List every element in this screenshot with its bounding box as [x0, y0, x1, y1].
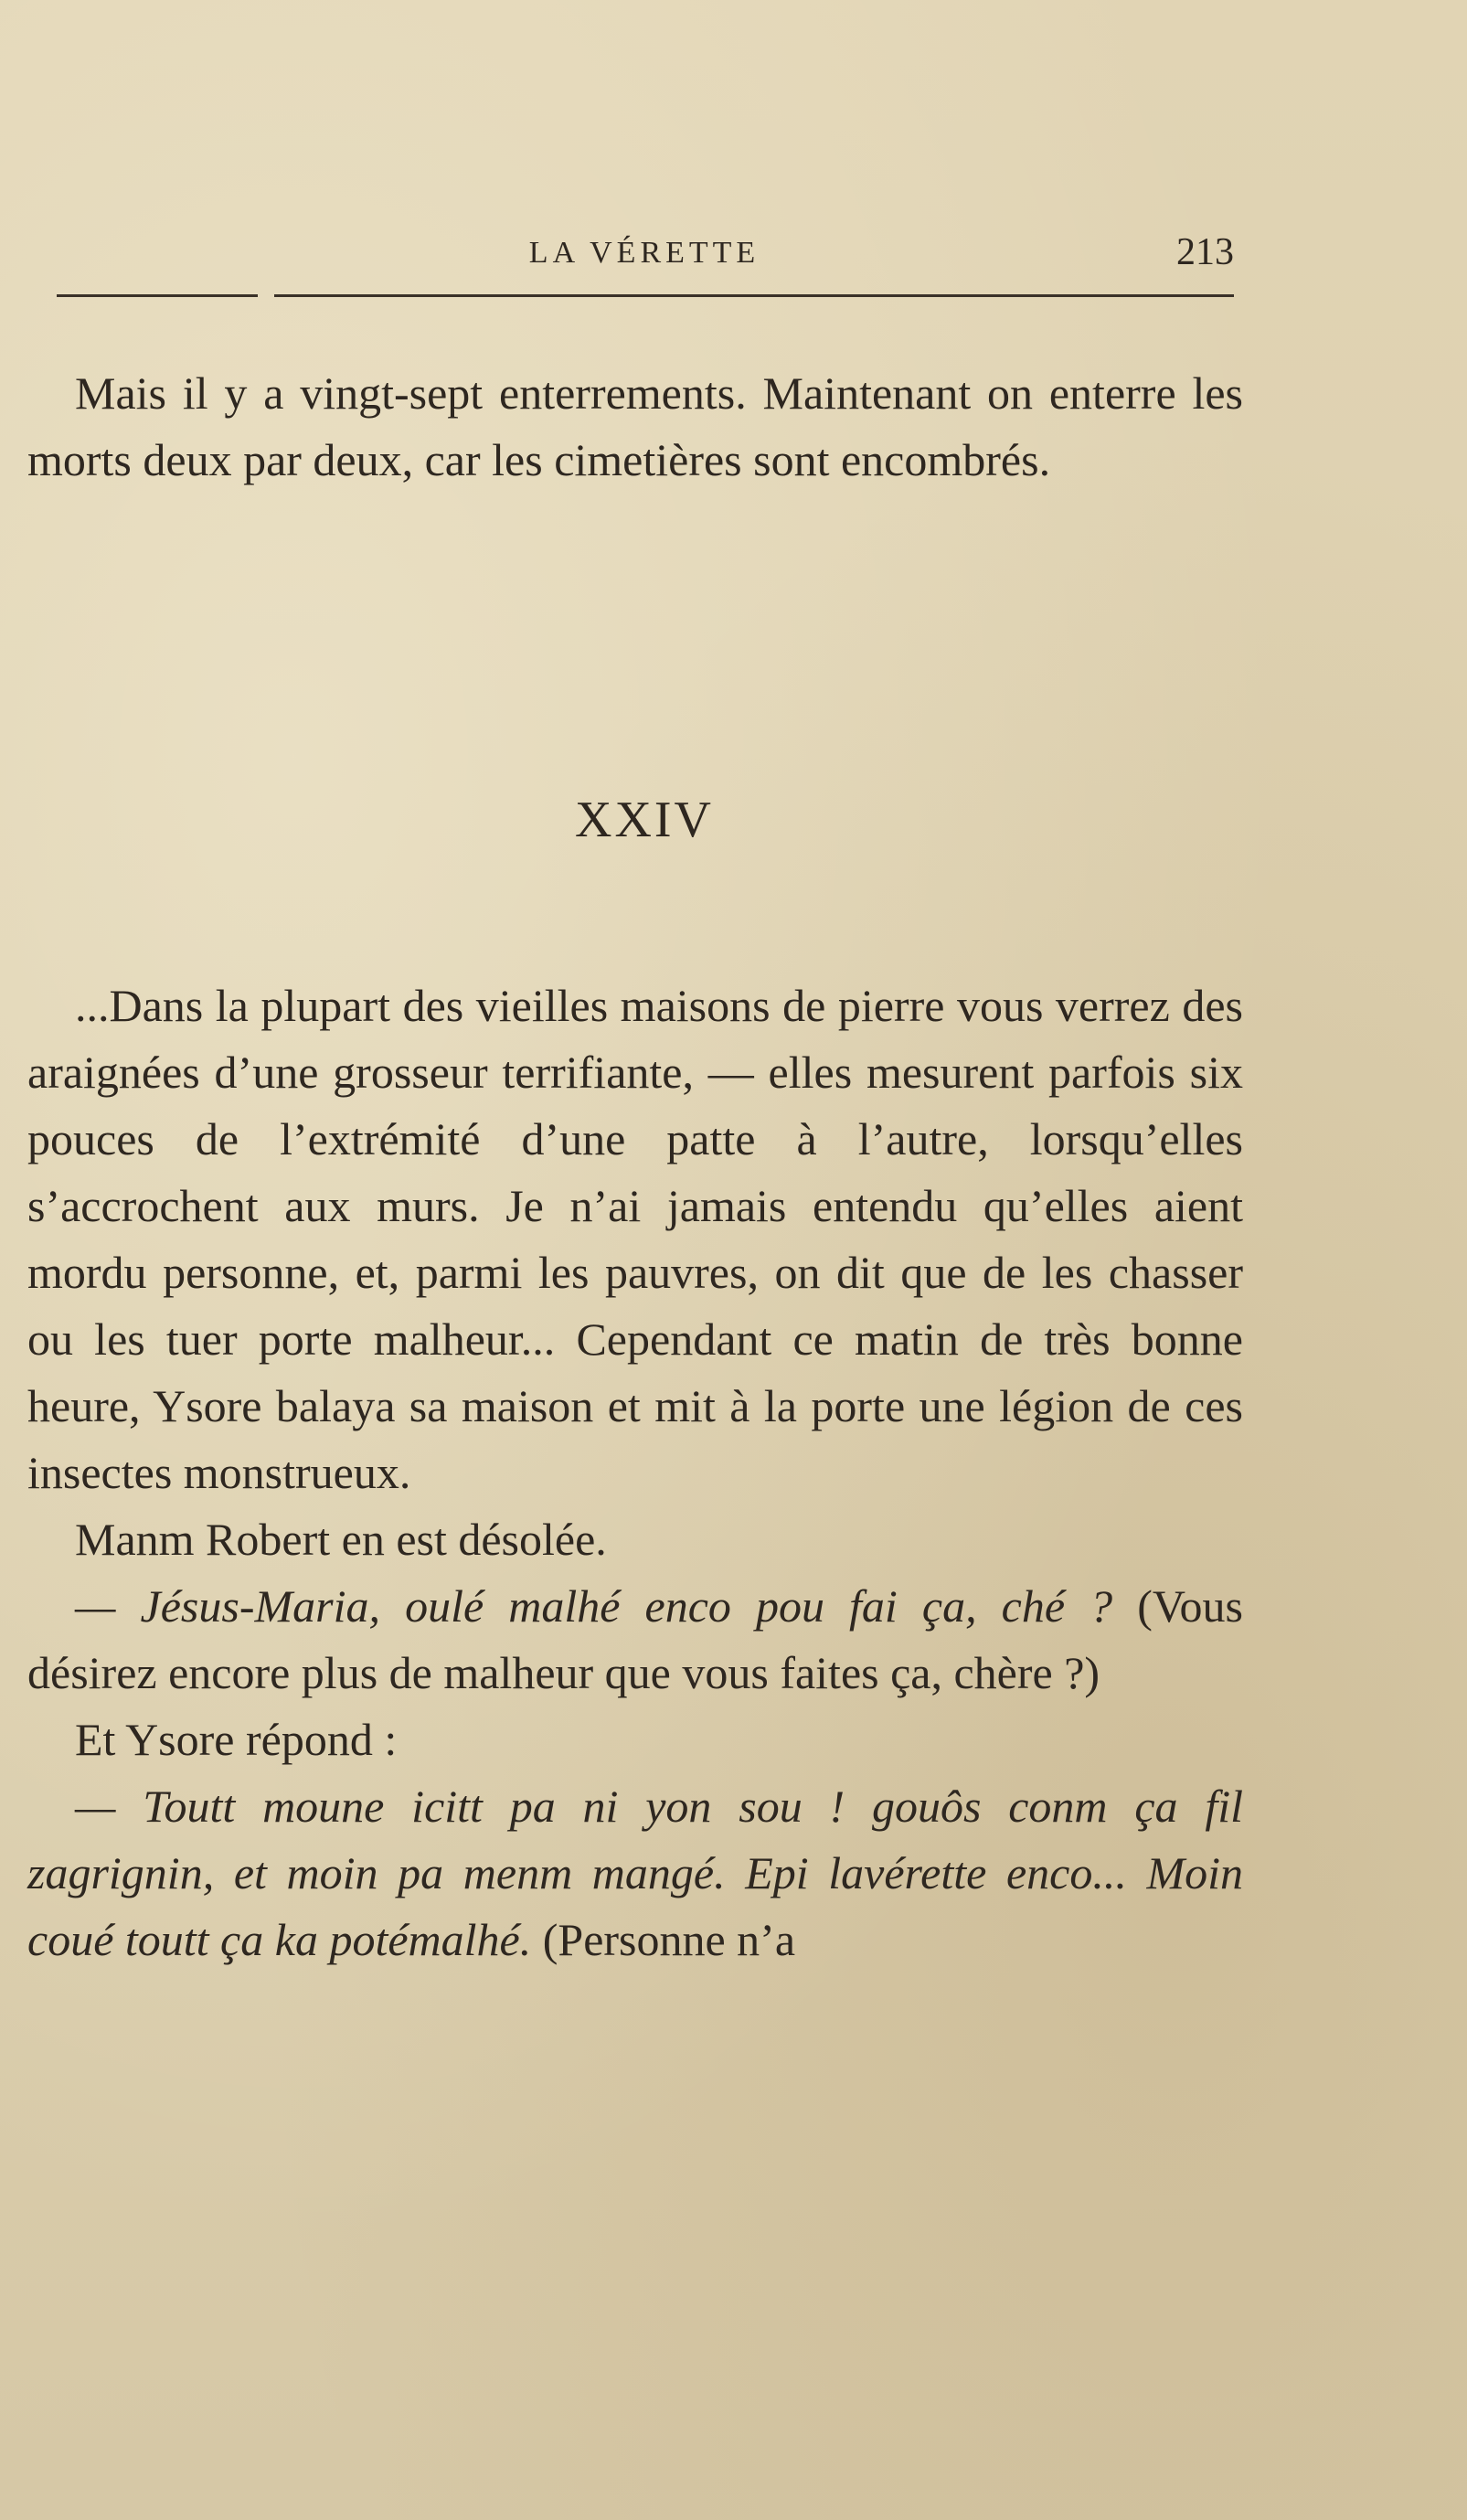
body-paragraph-3	[27, 1573, 1243, 1707]
translation-1: (Vous désirez encore plus de malheur que vous faites ça, chère ?)	[27, 1580, 1243, 1698]
page-number: 213	[1176, 231, 1234, 273]
body-paragraph-2: Manm Robert en est désolée.	[75, 1514, 607, 1565]
body-paragraph-1: ...Dans la plupart des vieilles maisons de pierre vous verrez des araignées d’une grosseur terrifiante, — elles mesurent parfois six pouces de l’extrémité d’une patte à l’autre, lorsqu’elles s’accrochent aux murs. Je n’ai jamais entendu qu’elles aient mordu personne, et, parmi les pauvres, on dit que de les chasser ou les tuer porte malheur... Cependant ce matin de très bonne heure, Ysore balaya sa maison et mit à la porte une légion de ces insectes monstrueux.	[27, 980, 1243, 1498]
opening-paragraph: Mais il y a vingt-sept enterrements. Maintenant on enterre les morts deux par deux, car les cimetières sont encombrés.	[27, 367, 1243, 485]
creole-dialogue-2: — Toutt moune icitt pa ni yon sou ! gouôs conm ça fil zagrignin, et moin pa menm mangé. Epi lavérette enco... Moin coué toutt ça ka potémalhé.	[27, 1781, 1243, 1965]
body-paragraph-4: Et Ysore répond :	[75, 1714, 398, 1765]
body-paragraph-5	[27, 1773, 1243, 1973]
chapter-body	[27, 973, 1243, 1973]
chapter-heading: XXIV	[575, 792, 714, 848]
running-head	[55, 230, 1234, 285]
header-rule-long	[274, 294, 1234, 297]
creole-dialogue-1: — Jésus-Maria, oulé malhé enco pou fai ça, ché ?	[75, 1580, 1113, 1632]
running-title: LA VÉRETTE	[528, 236, 760, 270]
header-rule-short	[57, 294, 258, 297]
opening-text	[27, 360, 1243, 494]
translation-2: (Personne n’a	[531, 1914, 796, 1965]
